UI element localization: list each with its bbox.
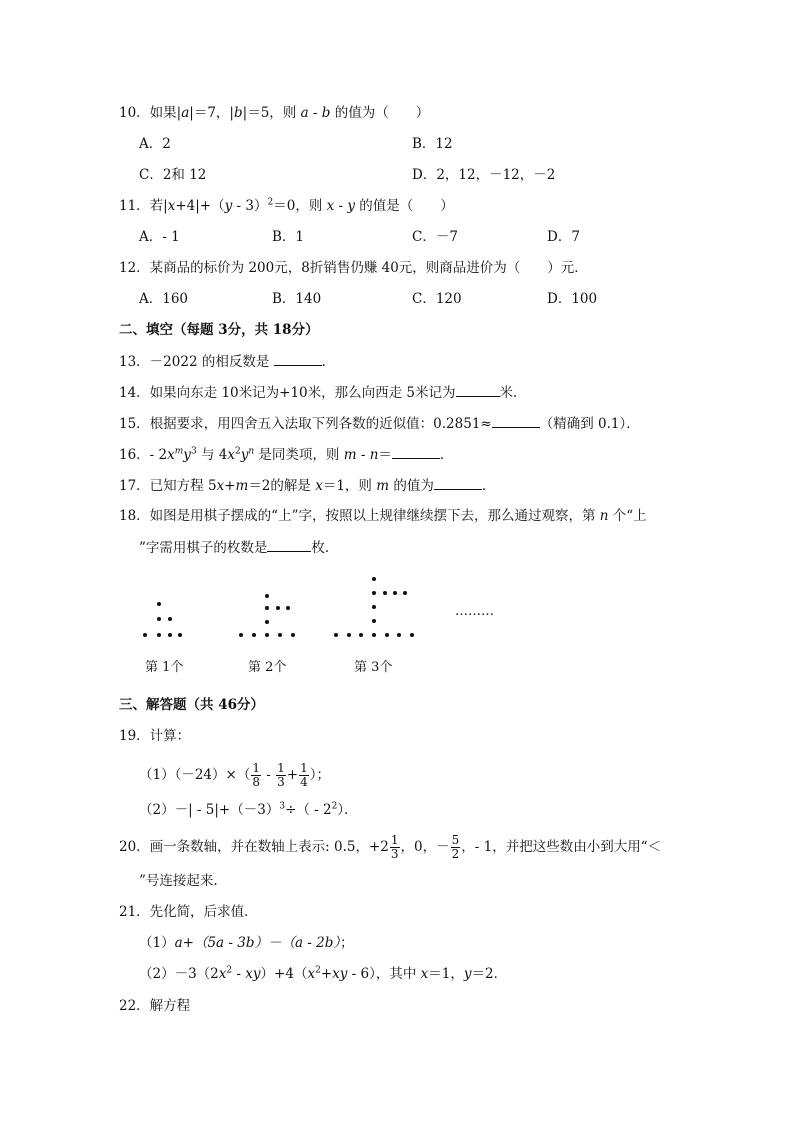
question-12-option-d: D．100: [547, 291, 598, 307]
question-21-part-1: （1）a+（5a - 3b）－（a - 2b）；: [139, 935, 354, 951]
chess-piece: [291, 633, 295, 637]
chess-piece: [265, 606, 269, 610]
chess-piece: [239, 633, 243, 637]
figure-ellipsis: ………: [455, 604, 494, 619]
question-18-line-2: ”字需用棋子的枚数是 枚．: [139, 540, 339, 556]
chess-piece: [372, 577, 376, 581]
fraction: $\frac{5}{2}$: [451, 833, 460, 861]
fraction: $\frac{1}{3}$: [277, 761, 285, 789]
question-20-line-1: 20．画一条数轴，并在数轴上表示: 0.5，+2 $\frac{1}{3}$ ，0，－ $\frac{5}{2}$ ，- 1，并把这些数由小到大用“＜: [119, 833, 662, 861]
fraction: $\frac{1}{8}$: [252, 761, 260, 789]
figure-caption-1: 第 1个: [145, 660, 184, 675]
question-12-stem: 12．某商品的标价为 200元，8折销售仍赚 40元，则商品进价为（ ）元．: [119, 260, 588, 276]
chess-piece: [276, 606, 280, 610]
chess-piece: [359, 633, 363, 637]
chess-piece: [372, 591, 376, 595]
question-21-title: 21．先化简，后求值．: [119, 904, 258, 920]
question-19-title: 19．计算：: [119, 728, 191, 744]
question-18-line-1: 18．如图是用棋子摆成的“上”字，按照以上规律继续摆下去，那么通过观察，第 n 个“上: [119, 508, 647, 524]
answer-blank[interactable]: [274, 352, 322, 366]
chess-piece: [393, 591, 397, 595]
section-2-heading: 二、填空（每题 3分，共 18分）: [119, 322, 319, 338]
question-13: 13．－2022 的相反数是 ．: [119, 354, 336, 370]
question-12-option-a: A．160: [139, 291, 189, 307]
chess-piece: [168, 617, 172, 621]
figure-caption-3: 第 3个: [354, 660, 393, 675]
chess-piece: [265, 594, 269, 598]
question-10-stem: 10．如果|a|＝7，|b|＝5，则 a - b 的值为（ ）: [119, 105, 430, 121]
chess-piece: [157, 602, 161, 606]
question-10-option-c: C．2和 12: [139, 167, 207, 183]
question-20-line-2: ”号连接起来.: [139, 873, 218, 889]
fraction: $\frac{1}{3}$: [390, 833, 399, 861]
figure-caption-2: 第 2个: [248, 660, 287, 675]
question-11-option-c: C．－7: [412, 229, 458, 245]
answer-blank[interactable]: [492, 414, 540, 428]
chess-piece: [383, 591, 387, 595]
question-11-option-b: B．1: [272, 229, 305, 245]
question-17: 17．已知方程 5x+m＝2的解是 x＝1，则 m 的值为 ．: [119, 478, 496, 494]
chess-piece: [334, 633, 338, 637]
chess-piece: [157, 633, 161, 637]
chess-piece: [372, 619, 376, 623]
chess-piece: [252, 633, 256, 637]
answer-blank[interactable]: [456, 383, 500, 397]
answer-blank[interactable]: [392, 445, 440, 459]
chess-piece: [397, 633, 401, 637]
question-22-title: 22．解方程: [119, 998, 191, 1014]
chess-piece: [347, 633, 351, 637]
chess-piece: [385, 633, 389, 637]
question-16: 16．- $2x^my^3$ 与 $4x^2y^n$ 是同类项，则 m - n＝ ．: [119, 446, 454, 463]
chess-piece: [410, 633, 414, 637]
question-10-option-a: A．2: [139, 136, 171, 152]
chess-piece: [372, 633, 376, 637]
question-12-option-c: C．120: [412, 291, 462, 307]
question-19-part-1: （1）（－24）×（ $\frac{1}{8}$ - $\frac{1}{3}$ + $\frac{1}{4}$ ）；: [139, 761, 330, 789]
question-11-option-a: A．- 1: [139, 229, 180, 245]
chess-piece: [143, 633, 147, 637]
question-21-part-2: $(2)-3(2x^2 - xy)+4(x^2+xy - 6)$，其中 x＝1，y＝2．: [139, 965, 508, 982]
chess-piece: [265, 620, 269, 624]
chess-piece: [178, 633, 182, 637]
chess-piece: [372, 605, 376, 609]
chess-piece: [286, 606, 290, 610]
question-11-stem: 11．若|x+4|+（y - 3）$^2$＝0，则 x - y 的值是（ ）: [119, 197, 454, 214]
chess-piece: [403, 591, 407, 595]
chess-piece: [278, 633, 282, 637]
question-12-option-b: B．140: [272, 291, 322, 307]
question-11-option-d: D．7: [547, 229, 580, 245]
chess-piece: [168, 633, 172, 637]
question-10-option-b: B．12: [412, 136, 453, 152]
question-19-part-2: $(2)-| - 5|+(-3)^3\div( - 2^2)$．: [139, 801, 358, 818]
fraction: $\frac{1}{4}$: [300, 761, 308, 789]
answer-blank[interactable]: [267, 538, 311, 552]
chess-piece: [265, 633, 269, 637]
question-14: 14．如果向东走 10米记为+10米，那么向西走 5米记为 米．: [119, 385, 527, 401]
answer-blank[interactable]: [434, 476, 482, 490]
question-10-option-d: D．2，12，－12，－2: [412, 167, 556, 183]
section-3-heading: 三、解答题（共 46分）: [119, 697, 264, 713]
chess-piece: [157, 617, 161, 621]
question-15: 15．根据要求，用四舍五入法取下列各数的近似值：0.2851≈ （精确到 0.1）．: [119, 416, 640, 432]
